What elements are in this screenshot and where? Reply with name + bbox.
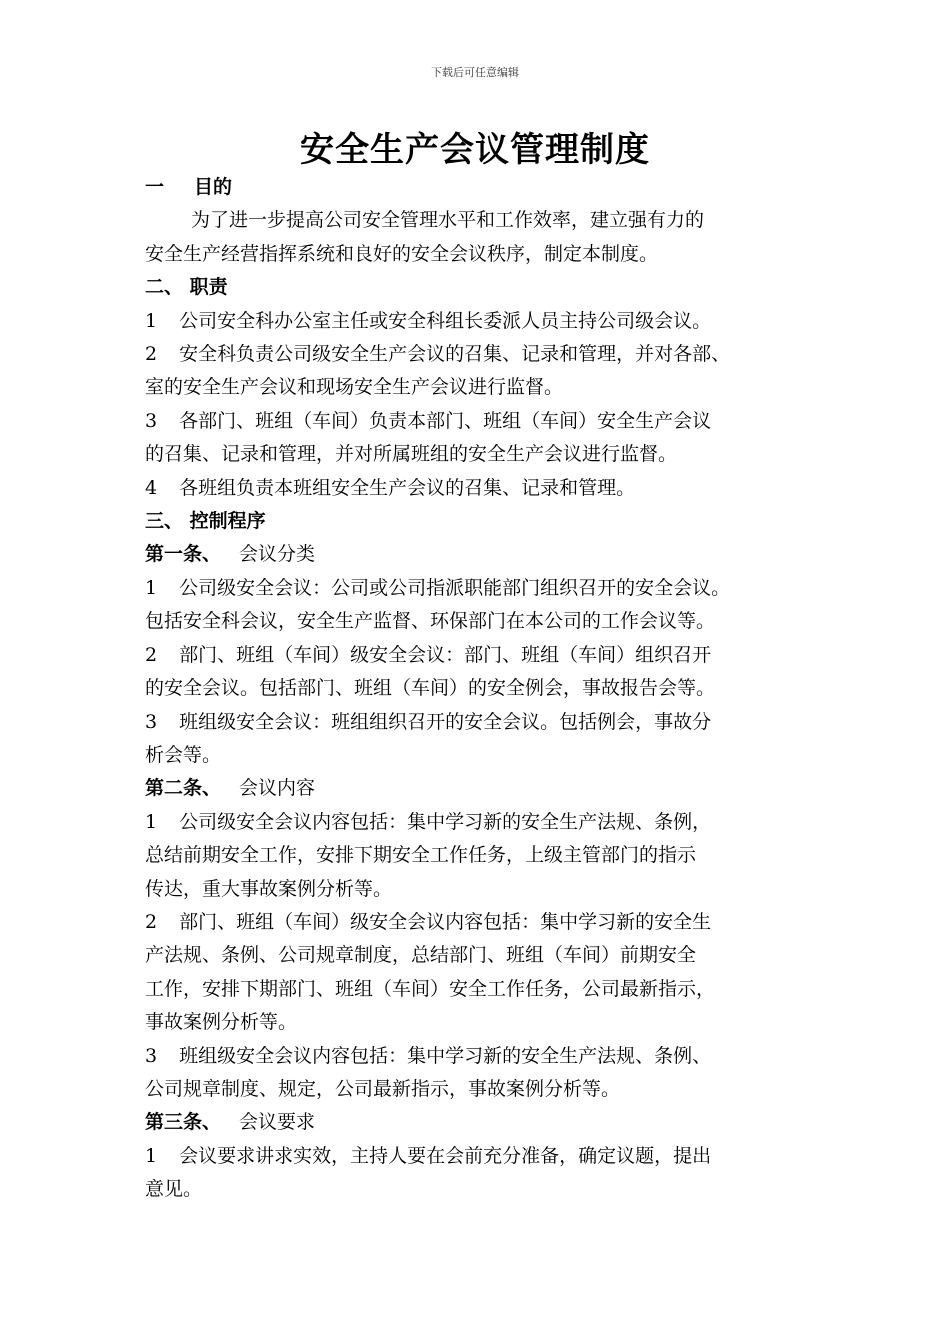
list-item-cont: 传达，重大事故案例分析等。	[145, 877, 393, 900]
list-item-cont: 产法规、条例、公司规章制度，总结部门、班组（车间）前期安全	[145, 944, 697, 967]
list-item: 3 班组级安全会议内容包括：集中学习新的安全生产法规、条例、	[145, 1044, 712, 1067]
section-3-heading: 三、 控制程序	[145, 510, 266, 533]
list-item-cont: 公司规章制度、规定，公司最新指示，事故案例分析等。	[145, 1077, 621, 1100]
article-1-heading: 第一条、 会议分类	[145, 543, 316, 566]
list-item-cont: 的召集、记录和管理，并对所属班组的安全生产会议进行监督。	[145, 443, 678, 466]
list-item: 1 公司级安全会议内容包括：集中学习新的安全生产法规、条例，	[145, 810, 712, 833]
list-item-cont: 事故案例分析等。	[145, 1011, 298, 1034]
list-item-cont: 室的安全生产会议和现场安全生产会议进行监督。	[145, 376, 564, 399]
list-item: 4 各班组负责本班组安全生产会议的召集、记录和管理。	[145, 476, 636, 499]
list-item-cont: 包括安全科会议，安全生产监督、环保部门在本公司的工作会议等。	[145, 610, 716, 633]
section-2-heading: 二、 职责	[145, 276, 228, 299]
list-item: 1 公司安全科办公室主任或安全科组长委派人员主持公司级会议。	[145, 309, 712, 332]
document-title: 安全生产会议管理制度	[300, 130, 650, 170]
header-note: 下载后可任意编辑	[431, 66, 519, 79]
section-1-paragraph-cont: 安全生产经营指挥系统和良好的安全会议秩序，制定本制度。	[145, 242, 659, 265]
list-item: 2 部门、班组（车间）级安全会议内容包括：集中学习新的安全生	[145, 910, 712, 933]
article-3-heading: 第三条、 会议要求	[145, 1111, 316, 1134]
list-item-cont: 工作，安排下期部门、班组（车间）安全工作任务，公司最新指示，	[145, 977, 716, 1000]
list-item: 3 各部门、班组（车间）负责本部门、班组（车间）安全生产会议	[145, 409, 712, 432]
list-item-cont: 意见。	[145, 1178, 203, 1201]
list-item: 1 公司级安全会议：公司或公司指派职能部门组织召开的安全会议。	[145, 576, 731, 599]
list-item-cont: 析会等。	[145, 743, 222, 766]
list-item: 3 班组级安全会议：班组组织召开的安全会议。包括例会，事故分	[145, 710, 712, 733]
list-item: 2 安全科负责公司级安全生产会议的召集、记录和管理，并对各部、	[145, 343, 731, 366]
article-2-heading: 第二条、 会议内容	[145, 777, 316, 800]
document-body	[145, 171, 825, 1207]
section-1-heading: 一 目的	[145, 176, 233, 198]
list-item: 1 会议要求讲求实效，主持人要在会前充分准备，确定议题，提出	[145, 1144, 712, 1167]
section-1-paragraph: 为了进一步提高公司安全管理水平和工作效率，建立强有力的	[191, 209, 705, 232]
list-item: 2 部门、班组（车间）级安全会议：部门、班组（车间）组织召开	[145, 643, 712, 666]
list-item-cont: 总结前期安全工作，安排下期安全工作任务，上级主管部门的指示	[145, 844, 697, 867]
list-item-cont: 的安全会议。包括部门、班组（车间）的安全例会，事故报告会等。	[145, 677, 716, 700]
